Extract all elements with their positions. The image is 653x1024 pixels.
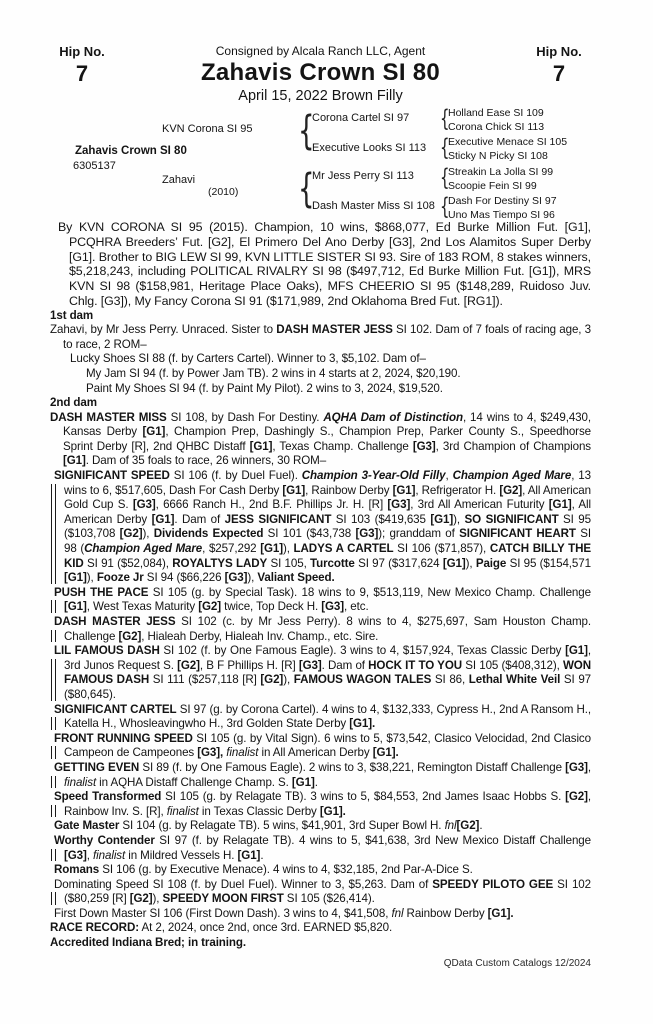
text-run: [G2] [565,790,588,804]
text-run: [G2] [118,629,142,643]
text-run: [G3] [412,439,436,453]
text-run: twice, Top Deck H. [221,600,322,614]
text-run: SIGNIFICANT HEART [459,527,576,541]
text-run: [G3] [387,498,411,512]
produce-continuation-bars [51,892,56,905]
pedigree-gen3-name: Scoopie Fein SI 99 [448,180,537,193]
text-run: [G1] [548,498,572,512]
text-run: , 6666 Ranch H., 2nd B.F. Phillips Jr. H. [R] [155,498,388,512]
text-run: SIGNIFICANT CARTEL [54,702,177,716]
catalog-credit: QData Custom Catalogs 12/2024 [443,957,591,969]
text-run: , All American Gold Cup S. [64,483,591,512]
produce-dominating-speed [54,878,591,907]
text-run: SI 102 ($80,259 [R] [64,877,591,906]
text-run: , 13 wins to 6, $517,605, Dash For Cash Derby [64,469,591,497]
produce-continuation-bars [51,717,56,730]
text-run: , 3rd Junos Request S. [64,644,591,672]
text-run: Zahavi, by Mr Jess Perry. Unraced. Sister to [50,323,277,337]
page-header [50,45,591,105]
text-run: FRONT RUNNING SPEED [54,731,193,745]
pedigree-sire-dam: Executive Looks SI 113 [312,142,427,155]
text-run: finalist [226,746,259,760]
produce-romans [54,863,591,878]
text-run: ), [465,556,476,570]
text-run: fnl [444,819,457,833]
text-run: First Down Master SI 106 (First Down Dash). 3 wins to 4, $41,508, [54,906,392,920]
produce-dash-master-jess [54,615,591,644]
pedigree-sire-sire: Corona Cartel SI 97 [312,112,410,125]
text-run: DASH MASTER JESS [276,323,393,337]
text-run: SI 91 ($52,084), [83,556,173,570]
text-run: [G1] [142,425,166,439]
produce-continuation-bars [51,776,56,789]
text-run: in All American Derby [258,746,373,760]
text-run: SIGNIFICANT SPEED [54,469,170,483]
text-run: ), [282,542,294,556]
first-dam-summary [50,323,591,352]
text-run: Paint My Shoes SI 94 (f. by Paint My Pilot). 2 wins to 3, 2024, $19,520. [86,381,443,395]
pedigree-subject-name: Zahavis Crown SI 80 [75,145,187,158]
text-run: . [314,775,318,789]
produce-continuation-bars [51,746,56,759]
produce-my-jam [86,367,591,382]
text-run: , 3rd All American Futurity [410,498,549,512]
text-run: LIL FAMOUS DASH [54,644,160,658]
brace-icon: { [298,166,315,213]
text-run: SI 95 ($154,571 [506,556,591,570]
second-dam-heading [50,396,591,411]
text-run: [G1] [151,512,175,526]
pedigree-gen3-name: Dash For Destiny SI 97 [448,195,557,208]
text-run: [G1] [430,512,454,526]
text-run: SI 111 ($257,118 [R] [149,673,261,687]
produce-first-down-master [54,907,591,922]
text-run: SI 102. Dam of 7 foals of racing age, 3 to race, 2 ROM– [63,323,591,351]
text-run: SI 103 ($419,635 [331,512,431,526]
text-run: Dominating Speed SI 108 (f. by Duel Fuel). Winner to 3, $5,263. Dam of [54,877,433,891]
text-run: finalist [166,804,199,818]
text-run: [G3] [224,571,248,585]
first-dam-heading [50,309,591,324]
produce-speed-transformed [54,790,591,819]
produce-continuation-bars [51,805,56,818]
text-run: PUSH THE PACE [54,585,149,599]
text-run: Champion Aged Mare [84,542,203,556]
consignor-line: Consigned by Alcala Ranch LLC, Agent [215,44,426,58]
text-run: ), [152,892,163,906]
text-run: JESS SIGNIFICANT [224,512,332,526]
text-run: , etc. [344,600,369,614]
produce-lucky-shoes [70,352,591,367]
produce-continuation-bars [51,484,56,584]
text-run: [G1] [64,571,87,585]
text-run: SI 97 (f. by Relagate TB). 4 wins to 5, $41,638, 3rd New Mexico Distaff Challenge [154,833,591,847]
brace-icon: { [440,106,450,133]
brace-icon: { [298,108,315,155]
text-run: My Jam SI 94 (f. by Power Jam TB). 2 wins in 4 starts at 2, 2024, $20,190. [86,366,461,380]
second-dam-summary [50,411,591,469]
pedigree-gen3-name: Streakin La Jolla SI 99 [448,166,554,179]
text-run: SO SIGNIFICANT [464,512,559,526]
text-run: ROYALTYS LADY [172,556,268,570]
text-run: ), [453,512,465,526]
text-run: [G1] [249,439,273,453]
text-run: SI 97 ($317,624 [354,556,443,570]
hip-block-right [527,45,591,86]
text-run: SI 104 (g. by Relagate TB). 5 wins, $41,901, 3rd Super Bowl H. [119,819,445,833]
text-run: , West Texas Maturity [86,600,199,614]
text-run: GETTING EVEN [54,760,140,774]
text-run: ); granddam of [378,527,460,541]
text-run: 1st dam [50,308,94,322]
text-run: SI 105 ($408,312), [462,658,563,672]
pedigree-dam: Zahavi [162,174,196,187]
text-run: , [587,760,591,774]
text-run: , [86,848,94,862]
text-run: , [445,469,453,483]
text-run: , Rainbow Derby [305,483,393,497]
text-run: , Refrigerator H. [415,483,500,497]
text-run: SI 102 (f. by One Famous Eagle). 3 wins to 4, $157,924, Texas Classic Derby [159,644,566,658]
text-run: SI 106 (f. by Duel Fuel). [169,469,302,483]
header-center [114,45,527,105]
text-run: [G2] [119,527,143,541]
text-run: , Champion Prep, Dashingly S., Champion Prep, Parker County S., Speedhorse Sprint Derby [R], 2nd QHBC Distaff [63,425,591,453]
brace-icon: { [440,135,450,162]
produce-continuation-bars [51,630,56,643]
text-run: [G3], [197,746,224,760]
text-run: ), [142,527,154,541]
text-run: , Texas Champ. Challenge [272,439,413,453]
text-run: SI 105, [267,556,311,570]
text-run: . [260,848,264,862]
text-run: in Mildred Vessels H. [125,848,238,862]
text-run: [G2] [177,658,200,672]
text-run: At 2, 2024, once 2nd, once 3rd. EARNED $5,820. [138,921,393,935]
text-run: . [479,819,483,833]
text-run: SI 95 ($103,708 [64,512,591,541]
text-run: [G3] [132,498,156,512]
text-run: Lethal White Veil [468,673,561,687]
text-run: . Dam of [174,512,225,526]
hip-label-right: Hip No. [536,44,582,59]
text-run: [G3] [298,658,322,672]
text-run: , 14 wins to 4, $249,430, Kansas Derby [63,410,591,439]
text-run: [G1] [565,644,588,658]
produce-paint-my-shoes [86,382,591,397]
produce-getting-even [54,761,591,790]
text-run: LADYS A CARTEL [293,542,394,556]
brace-icon: { [440,165,450,192]
text-run: SI 106 ($71,857), [393,542,490,556]
pedigree-gen3-name: Uno Mas Tiempo SI 96 [448,209,555,222]
text-run: SI 105 (g. by Relagate TB). 3 wins to 5, $84,553, 2nd James Isaac Hobbs S. [161,790,566,804]
text-run: [G3] [321,600,345,614]
text-run: [G1] [63,454,86,468]
text-run: [G1]. [319,804,346,818]
text-run: Speed Transformed [54,790,162,804]
text-run: Paige [475,556,507,570]
text-run: , 3rd Champion of Champions [435,439,591,453]
text-run: [G3] [64,848,87,862]
text-run: [G2] [260,673,284,687]
text-run: , Hialeah Derby, Hialeah Inv. Champ., etc. Sire. [141,629,379,643]
accredited-note [50,936,591,951]
text-run: ), [283,673,294,687]
text-run: ), [247,571,258,585]
produce-continuation-bars [51,600,56,613]
text-run: [G1] [260,542,283,556]
text-run: AQHA Dam of Distinction [323,410,463,424]
text-run: in AQHA Distaff Challenge Champ. S. [96,775,292,789]
text-run: SI 89 (f. by One Famous Eagle). 2 wins to 3, $38,221, Remington Distaff Challenge [139,760,566,774]
brace-icon: { [440,194,450,221]
foal-date-line: April 15, 2022 Brown Filly [238,88,403,105]
pedigree-gen3-name: Sticky N Picky SI 108 [448,150,548,163]
text-run: SPEEDY PILOTO GEE [432,877,554,891]
text-run: Lucky Shoes SI 88 (f. by Carters Cartel). Winner to 3, $5,102. Dam of– [70,352,426,366]
text-run: SI 94 ($66,226 [143,571,225,585]
produce-lil-famous-dash [54,644,591,702]
text-run: [G2] [198,600,222,614]
text-run: , B F Phillips H. [R] [199,658,299,672]
text-run: [G1] [237,848,261,862]
text-run: DASH MASTER MISS [50,410,167,424]
race-record [50,921,591,936]
pedigree-gen3-name: Executive Menace SI 105 [448,136,568,149]
text-run: [G1] [392,483,416,497]
text-run: SI 98 ( [64,527,591,556]
text-run: SI 105 (g. by Special Task). 18 wins to 9, $513,119, New Mexico Champ. Challenge [148,585,591,599]
text-run: 2nd dam [50,396,97,410]
text-run: Gate Master [54,819,120,833]
produce-significant-cartel [54,703,591,732]
text-run: , All American Derby [64,498,591,526]
produce-push-the-pace [54,586,591,615]
horse-name-title: Zahavis Crown SI 80 [200,59,441,87]
text-run: [G2] [456,819,480,833]
text-run: DASH MASTER JESS [54,615,176,628]
text-run: [G1]. [487,906,514,920]
text-run: WON FAMOUS DASH [64,658,592,687]
pedigree-sire: KVN Corona SI 95 [162,123,253,136]
produce-continuation-bars [51,659,56,701]
text-run: SI 97 ($80,645). [64,673,592,701]
hip-number-right: 7 [552,61,566,87]
text-run: Accredited Indiana Bred; in training. [50,936,246,950]
text-run: Worthy Contender [54,833,155,847]
text-run: Turcotte [310,556,355,570]
pedigree-dam-sire: Mr Jess Perry SI 113 [312,170,414,183]
pedigree-gen3-name: Corona Chick SI 113 [448,121,545,134]
text-run: SI 108, by Dash For Destiny. [166,410,324,424]
text-run: finalist [93,848,126,862]
text-run: SI 105 (g. by Vital Sign). 6 wins to 5, $73,542, Clasico Velocidad, 2nd Clasico Campeon de Campeones [64,731,591,760]
produce-significant-speed [54,469,591,586]
sire-summary [58,220,591,308]
hip-label-left: Hip No. [59,44,105,59]
text-run: [G1] [64,600,87,614]
text-run: Fooze Jr [96,571,144,585]
pedigree-chart [50,106,591,222]
text-run: HOCK IT TO YOU [368,658,463,672]
produce-gate-master [54,819,591,834]
text-run: [G2] [499,483,523,497]
text-run: [G3] [355,527,379,541]
text-run: FAMOUS WAGON TALES [293,673,432,687]
text-run: ), [86,571,97,585]
text-run: finalist [64,775,97,789]
hip-block-left [50,45,114,86]
text-run: Champion Aged Mare [452,469,572,483]
hip-number-left: 7 [75,61,89,87]
text-run: [G1] [291,775,315,789]
text-run: By KVN CORONA SI 95 (2015). Champion, 10 wins, $868,077, Ed Burke Million Fut. [G1], PCQHRA Breeders’ Fut. [G2], El Primero Del Ano Derby [G3], 2nd Los Alamitos Super Derby [G1]. Brother to BIG LEW SI 99, KVN LITTLE SISTER SI 93. Sire of 183 ROM, 8 stakes winners, $5,218,243, including POLITICAL RIVALRY SI 98 ($497,712, Ed Burke Million Fut. [G1]), MRS KVN SI 98 ($158,981, Heritage Place Oaks), MFS CHEERIO SI 95 ($148,289, Ruidoso Juv. Chlg. [G3]), My Fancy Corona SI 91 ($171,989, 2nd Oklahoma Bred Fut. [RG1]). [58,220,591,308]
text-run: SI 97 (g. by Corona Cartel). 4 wins to 4, $132,333, Cypress H., 2nd A Ransom H., Katella H., Whosleavingwho H., 3rd Golden State Derby [64,702,591,731]
text-run: Valiant Speed. [257,571,335,585]
text-run: , $257,292 [202,542,261,556]
text-run: Romans [54,863,100,877]
text-run: RACE RECORD: [50,921,139,935]
pedigree-gen3-name: Holland Ease SI 109 [448,107,544,120]
text-run: SI 86, [431,673,469,687]
produce-front-running-speed [54,732,591,761]
produce-worthy-contender [54,834,591,863]
text-run: SI 101 ($43,738 [263,527,356,541]
text-run: [G1] [442,556,466,570]
text-run: in Texas Classic Derby [198,804,320,818]
text-run: SI 105 ($26,414). [283,892,375,906]
text-run: [G1]. [349,717,376,731]
text-run: . Dam of [321,658,369,672]
text-run: CATCH BILLY THE KID [64,542,591,570]
text-run: [G2] [129,892,153,906]
text-run: fnl [391,906,404,920]
text-run: SI 102 (c. by Mr Jess Perry). 8 wins to 4, $275,697, Sam Houston Champ. Challenge [64,615,591,643]
produce-continuation-bars [51,849,56,862]
pedigree-registration-number: 6305137 [73,160,116,173]
text-run: [G1]. [372,746,399,760]
pedigree-dam-year: (2010) [208,186,239,199]
text-run: [G3] [565,760,588,774]
body-text [50,220,591,950]
text-run: , Rainbow Inv. S. [R], [64,790,592,818]
text-run: SI 106 (g. by Executive Menace). 4 wins to 4, $32,185, 2nd Par-A-Dice S. [99,863,473,877]
text-run: SPEEDY MOON FIRST [162,892,284,906]
text-run: . Dam of 35 foals to race, 26 winners, 30 ROM– [85,454,327,468]
pedigree-dam-dam: Dash Master Miss SI 108 [312,200,435,213]
text-run: Rainbow Derby [403,906,488,920]
text-run: [G1] [282,483,306,497]
text-run: Dividends Expected [153,527,264,541]
text-run: Champion 3-Year-Old Filly [301,469,446,483]
